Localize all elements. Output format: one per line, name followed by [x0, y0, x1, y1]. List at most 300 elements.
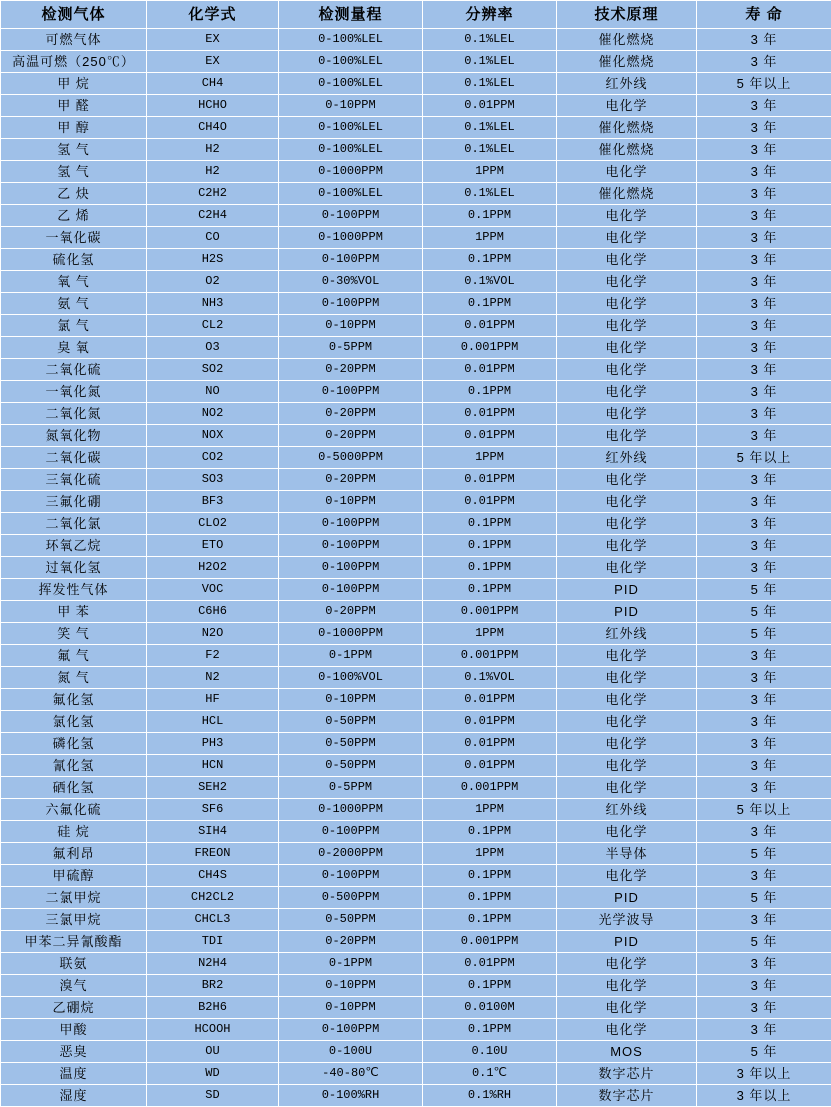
cell-lifetime: 5 年 — [697, 601, 831, 623]
cell-technology: 电化学 — [557, 359, 697, 381]
cell-detection-range: 0-5PPM — [279, 777, 423, 799]
cell-technology: 电化学 — [557, 337, 697, 359]
cell-resolution: 0.01PPM — [423, 733, 557, 755]
cell-resolution: 0.1PPM — [423, 293, 557, 315]
cell-detection-range: 0-1000PPM — [279, 799, 423, 821]
cell-resolution: 0.1%LEL — [423, 51, 557, 73]
cell-technology: 电化学 — [557, 755, 697, 777]
cell-chemical-formula: HCOOH — [147, 1019, 279, 1041]
cell-technology: 电化学 — [557, 821, 697, 843]
table-row — [1, 579, 831, 601]
table-row — [1, 821, 831, 843]
cell-technology: 电化学 — [557, 777, 697, 799]
cell-lifetime: 3 年 — [697, 513, 831, 535]
cell-resolution: 0.1PPM — [423, 1019, 557, 1041]
cell-detection-range: 0-2000PPM — [279, 843, 423, 865]
cell-chemical-formula: BF3 — [147, 491, 279, 513]
cell-chemical-formula: H2 — [147, 139, 279, 161]
cell-detection-range: 0-20PPM — [279, 425, 423, 447]
cell-chemical-formula: CH4S — [147, 865, 279, 887]
cell-gas-name: 乙 烯 — [1, 205, 147, 227]
cell-lifetime: 3 年 — [697, 711, 831, 733]
cell-technology: 催化燃烧 — [557, 183, 697, 205]
cell-chemical-formula: CL2 — [147, 315, 279, 337]
cell-detection-range: 0-50PPM — [279, 909, 423, 931]
cell-technology: 电化学 — [557, 293, 697, 315]
cell-detection-range: 0-50PPM — [279, 733, 423, 755]
cell-resolution: 1PPM — [423, 843, 557, 865]
cell-chemical-formula: HCL — [147, 711, 279, 733]
table-row — [1, 249, 831, 271]
cell-lifetime: 5 年 — [697, 843, 831, 865]
cell-gas-name: 氢 气 — [1, 161, 147, 183]
cell-detection-range: 0-10PPM — [279, 975, 423, 997]
cell-gas-name: 甲 苯 — [1, 601, 147, 623]
table-row — [1, 667, 831, 689]
cell-technology: 电化学 — [557, 205, 697, 227]
cell-technology: 电化学 — [557, 513, 697, 535]
cell-technology: 半导体 — [557, 843, 697, 865]
cell-technology: 电化学 — [557, 557, 697, 579]
cell-lifetime: 3 年 — [697, 227, 831, 249]
table-row — [1, 381, 831, 403]
cell-resolution: 1PPM — [423, 227, 557, 249]
cell-chemical-formula: SF6 — [147, 799, 279, 821]
cell-resolution: 0.01PPM — [423, 469, 557, 491]
cell-chemical-formula: CH2CL2 — [147, 887, 279, 909]
cell-chemical-formula: WD — [147, 1063, 279, 1085]
cell-technology: 电化学 — [557, 403, 697, 425]
cell-gas-name: 硅 烷 — [1, 821, 147, 843]
cell-gas-name: 六氟化硫 — [1, 799, 147, 821]
cell-chemical-formula: CH4 — [147, 73, 279, 95]
cell-resolution: 0.10U — [423, 1041, 557, 1063]
cell-lifetime: 3 年 — [697, 953, 831, 975]
cell-chemical-formula: PH3 — [147, 733, 279, 755]
cell-resolution: 0.0100M — [423, 997, 557, 1019]
cell-lifetime: 5 年 — [697, 623, 831, 645]
table-row — [1, 799, 831, 821]
cell-gas-name: 磷化氢 — [1, 733, 147, 755]
cell-resolution: 0.01PPM — [423, 953, 557, 975]
cell-lifetime: 3 年 — [697, 777, 831, 799]
table-row — [1, 755, 831, 777]
table-row — [1, 205, 831, 227]
cell-gas-name: 甲硫醇 — [1, 865, 147, 887]
cell-chemical-formula: VOC — [147, 579, 279, 601]
cell-resolution: 0.1PPM — [423, 865, 557, 887]
cell-detection-range: 0-100PPM — [279, 293, 423, 315]
cell-lifetime: 3 年 — [697, 755, 831, 777]
cell-detection-range: 0-20PPM — [279, 601, 423, 623]
cell-resolution: 0.1%LEL — [423, 139, 557, 161]
table-row — [1, 513, 831, 535]
cell-resolution: 0.01PPM — [423, 315, 557, 337]
cell-lifetime: 3 年以上 — [697, 1063, 831, 1085]
cell-detection-range: 0-100PPM — [279, 865, 423, 887]
cell-chemical-formula: CHCL3 — [147, 909, 279, 931]
cell-resolution: 0.001PPM — [423, 931, 557, 953]
table-row — [1, 843, 831, 865]
cell-resolution: 0.01PPM — [423, 755, 557, 777]
cell-lifetime: 3 年 — [697, 821, 831, 843]
cell-technology: 电化学 — [557, 953, 697, 975]
table-row — [1, 51, 831, 73]
cell-chemical-formula: F2 — [147, 645, 279, 667]
cell-resolution: 0.01PPM — [423, 689, 557, 711]
cell-gas-name: 乙 炔 — [1, 183, 147, 205]
cell-gas-name: 氯 气 — [1, 315, 147, 337]
table-row — [1, 337, 831, 359]
cell-lifetime: 3 年以上 — [697, 1085, 831, 1107]
cell-lifetime: 5 年以上 — [697, 799, 831, 821]
cell-lifetime: 5 年 — [697, 931, 831, 953]
cell-detection-range: 0-1000PPM — [279, 227, 423, 249]
table-row — [1, 1041, 831, 1063]
table-row — [1, 535, 831, 557]
table-body — [1, 29, 831, 1107]
cell-technology: 电化学 — [557, 425, 697, 447]
cell-gas-name: 环氧乙烷 — [1, 535, 147, 557]
cell-lifetime: 3 年 — [697, 645, 831, 667]
cell-gas-name: 乙硼烷 — [1, 997, 147, 1019]
cell-detection-range: 0-100PPM — [279, 535, 423, 557]
cell-detection-range: 0-100PPM — [279, 205, 423, 227]
cell-chemical-formula: NOX — [147, 425, 279, 447]
cell-resolution: 0.001PPM — [423, 337, 557, 359]
cell-resolution: 0.1PPM — [423, 887, 557, 909]
cell-chemical-formula: H2O2 — [147, 557, 279, 579]
cell-detection-range: 0-10PPM — [279, 95, 423, 117]
cell-chemical-formula: O3 — [147, 337, 279, 359]
cell-resolution: 0.1%LEL — [423, 183, 557, 205]
cell-gas-name: 臭 氧 — [1, 337, 147, 359]
cell-chemical-formula: SIH4 — [147, 821, 279, 843]
cell-lifetime: 3 年 — [697, 139, 831, 161]
cell-gas-name: 氮 气 — [1, 667, 147, 689]
cell-lifetime: 3 年 — [697, 997, 831, 1019]
cell-lifetime: 3 年 — [697, 337, 831, 359]
table-row — [1, 359, 831, 381]
table-row — [1, 425, 831, 447]
cell-technology: 电化学 — [557, 535, 697, 557]
cell-resolution: 0.001PPM — [423, 777, 557, 799]
cell-chemical-formula: EX — [147, 51, 279, 73]
table-row — [1, 139, 831, 161]
cell-detection-range: 0-100PPM — [279, 513, 423, 535]
table-row — [1, 117, 831, 139]
table-row — [1, 1085, 831, 1107]
table-row — [1, 557, 831, 579]
header-lifetime: 寿 命 — [697, 1, 831, 29]
table-row — [1, 601, 831, 623]
cell-gas-name: 过氧化氢 — [1, 557, 147, 579]
cell-gas-name: 湿度 — [1, 1085, 147, 1107]
cell-resolution: 0.1PPM — [423, 975, 557, 997]
cell-technology: 电化学 — [557, 491, 697, 513]
cell-lifetime: 3 年 — [697, 95, 831, 117]
cell-lifetime: 3 年 — [697, 733, 831, 755]
cell-detection-range: 0-100%LEL — [279, 51, 423, 73]
table-row — [1, 29, 831, 51]
cell-gas-name: 氟化氢 — [1, 689, 147, 711]
cell-lifetime: 3 年 — [697, 535, 831, 557]
cell-technology: 数字芯片 — [557, 1085, 697, 1107]
cell-resolution: 0.1%VOL — [423, 667, 557, 689]
header-technology: 技术原理 — [557, 1, 697, 29]
cell-detection-range: 0-100%LEL — [279, 117, 423, 139]
cell-chemical-formula: BR2 — [147, 975, 279, 997]
cell-technology: 数字芯片 — [557, 1063, 697, 1085]
cell-detection-range: 0-1PPM — [279, 645, 423, 667]
cell-gas-name: 溴气 — [1, 975, 147, 997]
cell-chemical-formula: CLO2 — [147, 513, 279, 535]
cell-gas-name: 甲酸 — [1, 1019, 147, 1041]
cell-technology: 电化学 — [557, 381, 697, 403]
table-row — [1, 491, 831, 513]
cell-technology: 红外线 — [557, 623, 697, 645]
cell-resolution: 0.1%LEL — [423, 73, 557, 95]
cell-detection-range: 0-1000PPM — [279, 623, 423, 645]
cell-lifetime: 3 年 — [697, 491, 831, 513]
cell-resolution: 0.01PPM — [423, 403, 557, 425]
cell-detection-range: 0-100PPM — [279, 821, 423, 843]
cell-resolution: 0.01PPM — [423, 491, 557, 513]
cell-detection-range: 0-50PPM — [279, 711, 423, 733]
cell-gas-name: 氰化氢 — [1, 755, 147, 777]
cell-detection-range: -40-80℃ — [279, 1063, 423, 1085]
header-resolution: 分辨率 — [423, 1, 557, 29]
table-row — [1, 161, 831, 183]
cell-chemical-formula: N2H4 — [147, 953, 279, 975]
cell-technology: 催化燃烧 — [557, 117, 697, 139]
cell-detection-range: 0-100%VOL — [279, 667, 423, 689]
cell-detection-range: 0-20PPM — [279, 469, 423, 491]
cell-gas-name: 三氧化硫 — [1, 469, 147, 491]
cell-chemical-formula: CH4O — [147, 117, 279, 139]
cell-technology: MOS — [557, 1041, 697, 1063]
header-detection-range: 检测量程 — [279, 1, 423, 29]
cell-resolution: 0.1℃ — [423, 1063, 557, 1085]
table-row — [1, 227, 831, 249]
cell-chemical-formula: C2H4 — [147, 205, 279, 227]
table-row — [1, 645, 831, 667]
cell-resolution: 0.1PPM — [423, 249, 557, 271]
cell-lifetime: 3 年 — [697, 29, 831, 51]
table-row — [1, 447, 831, 469]
cell-detection-range: 0-20PPM — [279, 931, 423, 953]
cell-detection-range: 0-100%LEL — [279, 183, 423, 205]
cell-chemical-formula: CO — [147, 227, 279, 249]
cell-chemical-formula: SEH2 — [147, 777, 279, 799]
table-row — [1, 689, 831, 711]
cell-resolution: 0.01PPM — [423, 359, 557, 381]
cell-detection-range: 0-100%LEL — [279, 29, 423, 51]
cell-technology: 电化学 — [557, 997, 697, 1019]
cell-gas-name: 硒化氢 — [1, 777, 147, 799]
cell-gas-name: 氢 气 — [1, 139, 147, 161]
cell-technology: PID — [557, 887, 697, 909]
cell-technology: 电化学 — [557, 227, 697, 249]
cell-technology: 红外线 — [557, 799, 697, 821]
cell-lifetime: 3 年 — [697, 469, 831, 491]
header-gas-name: 检测气体 — [1, 1, 147, 29]
cell-resolution: 0.01PPM — [423, 711, 557, 733]
cell-gas-name: 高温可燃（250℃） — [1, 51, 147, 73]
cell-lifetime: 5 年以上 — [697, 447, 831, 469]
cell-detection-range: 0-50PPM — [279, 755, 423, 777]
table-row — [1, 271, 831, 293]
cell-gas-name: 氟利昂 — [1, 843, 147, 865]
cell-resolution: 0.1PPM — [423, 579, 557, 601]
cell-detection-range: 0-10PPM — [279, 491, 423, 513]
table-row — [1, 909, 831, 931]
cell-resolution: 0.1PPM — [423, 909, 557, 931]
cell-resolution: 0.01PPM — [423, 425, 557, 447]
table-row — [1, 777, 831, 799]
cell-detection-range: 0-1000PPM — [279, 161, 423, 183]
cell-detection-range: 0-30%VOL — [279, 271, 423, 293]
cell-technology: 电化学 — [557, 667, 697, 689]
cell-detection-range: 0-100PPM — [279, 557, 423, 579]
cell-chemical-formula: C6H6 — [147, 601, 279, 623]
cell-chemical-formula: TDI — [147, 931, 279, 953]
cell-resolution: 1PPM — [423, 161, 557, 183]
cell-technology: 电化学 — [557, 1019, 697, 1041]
cell-resolution: 0.1%LEL — [423, 29, 557, 51]
cell-lifetime: 3 年 — [697, 315, 831, 337]
cell-chemical-formula: B2H6 — [147, 997, 279, 1019]
cell-gas-name: 硫化氢 — [1, 249, 147, 271]
table-row — [1, 1063, 831, 1085]
cell-detection-range: 0-500PPM — [279, 887, 423, 909]
cell-technology: 电化学 — [557, 865, 697, 887]
cell-lifetime: 3 年 — [697, 205, 831, 227]
cell-detection-range: 0-100PPM — [279, 249, 423, 271]
cell-detection-range: 0-100%LEL — [279, 139, 423, 161]
table-row — [1, 293, 831, 315]
cell-gas-name: 氮氧化物 — [1, 425, 147, 447]
cell-lifetime: 3 年 — [697, 161, 831, 183]
cell-resolution: 0.1%RH — [423, 1085, 557, 1107]
cell-gas-name: 二氯甲烷 — [1, 887, 147, 909]
cell-gas-name: 联氨 — [1, 953, 147, 975]
cell-chemical-formula: EX — [147, 29, 279, 51]
cell-chemical-formula: HCN — [147, 755, 279, 777]
cell-gas-name: 氨 气 — [1, 293, 147, 315]
cell-detection-range: 0-100PPM — [279, 381, 423, 403]
table-row — [1, 1019, 831, 1041]
table-header — [1, 1, 831, 29]
cell-technology: 红外线 — [557, 73, 697, 95]
cell-technology: 电化学 — [557, 733, 697, 755]
cell-chemical-formula: NO2 — [147, 403, 279, 425]
cell-lifetime: 3 年 — [697, 249, 831, 271]
cell-technology: 电化学 — [557, 161, 697, 183]
header-row — [1, 1, 831, 29]
cell-resolution: 0.001PPM — [423, 601, 557, 623]
table-row — [1, 975, 831, 997]
cell-gas-name: 二氧化碳 — [1, 447, 147, 469]
cell-resolution: 0.1PPM — [423, 821, 557, 843]
table-row — [1, 95, 831, 117]
cell-gas-name: 可燃气体 — [1, 29, 147, 51]
cell-lifetime: 5 年 — [697, 579, 831, 601]
cell-resolution: 1PPM — [423, 447, 557, 469]
cell-technology: 电化学 — [557, 271, 697, 293]
cell-technology: PID — [557, 601, 697, 623]
cell-chemical-formula: SO3 — [147, 469, 279, 491]
cell-lifetime: 3 年 — [697, 865, 831, 887]
cell-resolution: 0.1PPM — [423, 513, 557, 535]
cell-chemical-formula: SD — [147, 1085, 279, 1107]
cell-technology: 电化学 — [557, 249, 697, 271]
cell-lifetime: 3 年 — [697, 117, 831, 139]
cell-gas-name: 三氯甲烷 — [1, 909, 147, 931]
cell-lifetime: 3 年 — [697, 403, 831, 425]
cell-chemical-formula: N2 — [147, 667, 279, 689]
cell-chemical-formula: H2S — [147, 249, 279, 271]
cell-gas-name: 二氧化硫 — [1, 359, 147, 381]
cell-lifetime: 5 年 — [697, 1041, 831, 1063]
cell-technology: 催化燃烧 — [557, 139, 697, 161]
table-row — [1, 469, 831, 491]
cell-resolution: 1PPM — [423, 799, 557, 821]
cell-resolution: 0.1PPM — [423, 381, 557, 403]
cell-lifetime: 3 年 — [697, 51, 831, 73]
header-chemical-formula: 化学式 — [147, 1, 279, 29]
table-row — [1, 733, 831, 755]
cell-gas-name: 甲 醛 — [1, 95, 147, 117]
cell-resolution: 0.1%LEL — [423, 117, 557, 139]
cell-lifetime: 3 年 — [697, 975, 831, 997]
cell-detection-range: 0-10PPM — [279, 689, 423, 711]
cell-gas-name: 二氧化氮 — [1, 403, 147, 425]
cell-resolution: 0.1PPM — [423, 205, 557, 227]
cell-technology: 电化学 — [557, 315, 697, 337]
cell-detection-range: 0-20PPM — [279, 403, 423, 425]
table-row — [1, 73, 831, 95]
cell-technology: 光学波导 — [557, 909, 697, 931]
cell-gas-name: 挥发性气体 — [1, 579, 147, 601]
cell-chemical-formula: H2 — [147, 161, 279, 183]
cell-gas-name: 二氧化氯 — [1, 513, 147, 535]
cell-gas-name: 笑 气 — [1, 623, 147, 645]
cell-chemical-formula: HCHO — [147, 95, 279, 117]
cell-detection-range: 0-100%RH — [279, 1085, 423, 1107]
cell-gas-name: 氟 气 — [1, 645, 147, 667]
cell-lifetime: 3 年 — [697, 557, 831, 579]
cell-technology: 电化学 — [557, 711, 697, 733]
cell-detection-range: 0-100%LEL — [279, 73, 423, 95]
cell-detection-range: 0-5PPM — [279, 337, 423, 359]
cell-lifetime: 3 年 — [697, 425, 831, 447]
cell-technology: 催化燃烧 — [557, 51, 697, 73]
cell-resolution: 1PPM — [423, 623, 557, 645]
cell-lifetime: 5 年以上 — [697, 73, 831, 95]
cell-gas-name: 氧 气 — [1, 271, 147, 293]
cell-technology: 催化燃烧 — [557, 29, 697, 51]
cell-gas-name: 甲苯二异氰酸酯 — [1, 931, 147, 953]
cell-chemical-formula: OU — [147, 1041, 279, 1063]
table-row — [1, 953, 831, 975]
cell-resolution: 0.01PPM — [423, 95, 557, 117]
cell-chemical-formula: ETO — [147, 535, 279, 557]
table-row — [1, 997, 831, 1019]
cell-lifetime: 3 年 — [697, 667, 831, 689]
cell-chemical-formula: FREON — [147, 843, 279, 865]
cell-lifetime: 5 年 — [697, 887, 831, 909]
